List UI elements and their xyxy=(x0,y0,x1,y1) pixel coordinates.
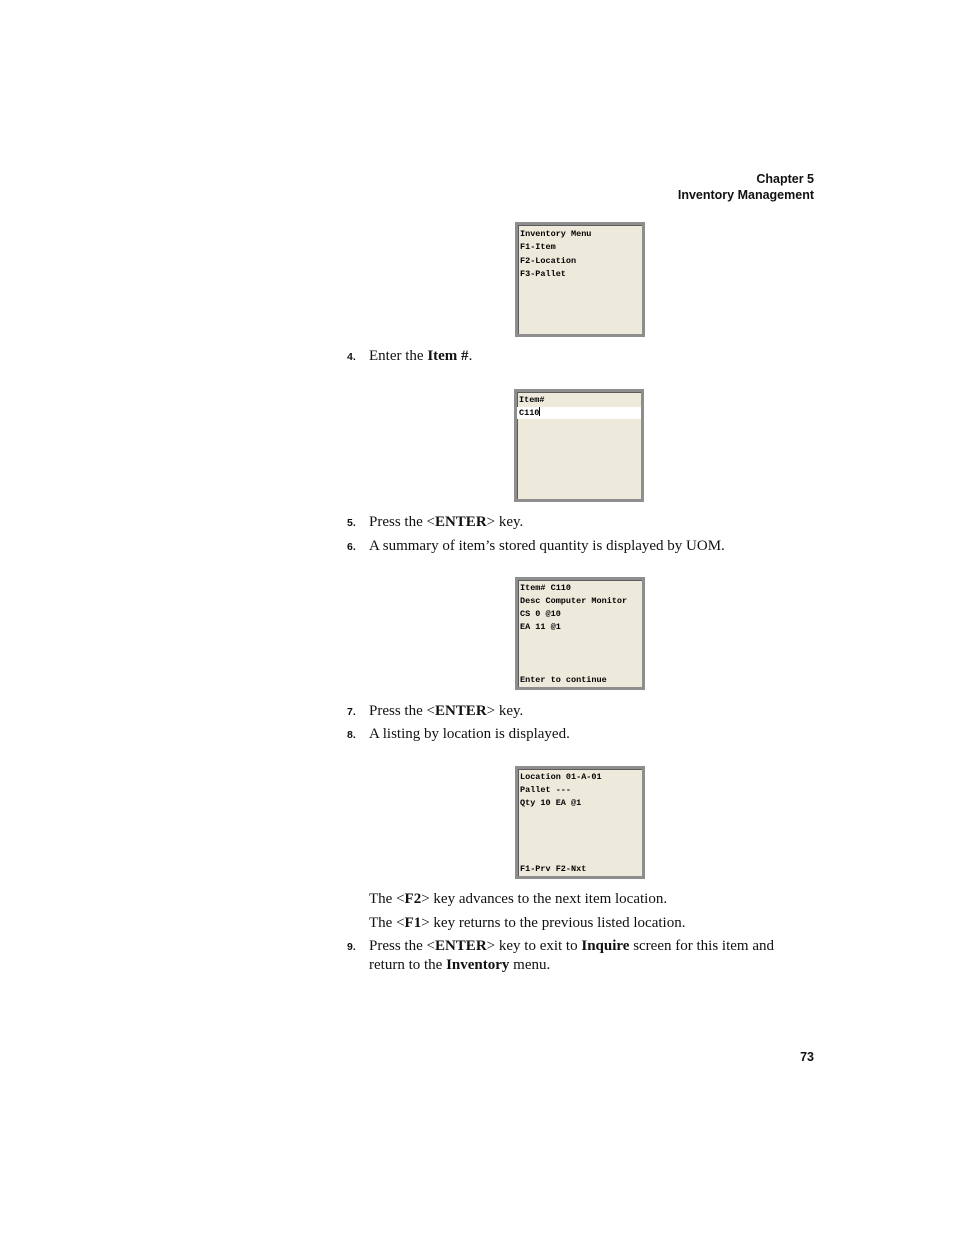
item-entry-screen xyxy=(514,389,644,502)
menu-option-location[interactable]: F2-Location xyxy=(520,256,577,266)
step-6: 6. A summary of item’s stored quantity is displayed by UOM. xyxy=(347,537,807,556)
item-input-value: C110 xyxy=(519,408,540,418)
note-f2: The <F2> key advances to the next item location. xyxy=(369,891,668,907)
listing-footer: F1-Prv F2-Nxt xyxy=(520,864,587,874)
step-5: 5. Press the <ENTER> key. xyxy=(347,513,807,532)
listing-qty: Qty 10 EA @1 xyxy=(520,798,582,808)
text-caret xyxy=(539,407,540,416)
menu-option-item[interactable]: F1-Item xyxy=(520,242,556,252)
step-number: 9. xyxy=(347,941,356,953)
listing-location: Location 01-A-01 xyxy=(520,772,602,782)
step-7: 7. Press the <ENTER> key. xyxy=(347,702,807,721)
step-number: 4. xyxy=(347,351,356,363)
running-header xyxy=(678,171,814,203)
step-8: 8. A listing by location is displayed. xyxy=(347,725,807,744)
note-f1: The <F1> key returns to the previous listed location. xyxy=(369,915,686,931)
summary-ea: EA 11 @1 xyxy=(520,622,561,632)
summary-item: Item# C110 xyxy=(520,583,572,593)
step-number: 8. xyxy=(347,729,356,741)
step-number: 7. xyxy=(347,706,356,718)
summary-desc: Desc Computer Monitor xyxy=(520,596,628,606)
section-label: Inventory Management xyxy=(677,188,814,202)
step-9: 9. Press the <ENTER> key to exit to Inquire screen for this item and return to the Inventory menu. xyxy=(347,938,774,973)
summary-footer: Enter to continue xyxy=(520,675,607,685)
page-number: 73 xyxy=(800,1050,814,1064)
item-summary-screen xyxy=(515,577,645,690)
chapter-label: Chapter 5 xyxy=(756,172,814,186)
step-4: 4. Enter the Item #. xyxy=(347,347,807,366)
listing-pallet: Pallet --- xyxy=(520,785,572,795)
menu-option-pallet[interactable]: F3-Pallet xyxy=(520,269,566,279)
summary-cs: CS 0 @10 xyxy=(520,609,561,619)
inventory-menu-screen xyxy=(515,222,645,337)
menu-title: Inventory Menu xyxy=(520,229,592,239)
location-listing-screen xyxy=(515,766,645,879)
item-field-label: Item# xyxy=(519,395,545,405)
step-number: 5. xyxy=(347,517,356,529)
step-number: 6. xyxy=(347,541,356,553)
